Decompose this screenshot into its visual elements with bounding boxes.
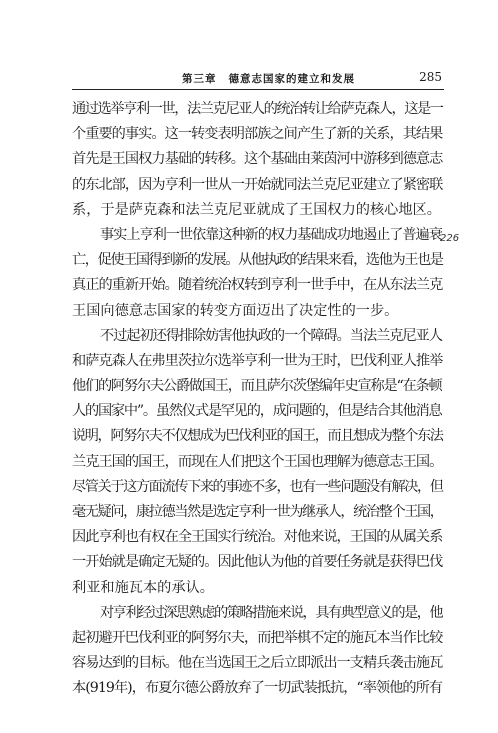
text-line: 兰克王国的国王，而现在人们把这个王国也理解为德意志王国。 [72, 453, 443, 470]
chapter-title: 德意志国家的建立和发展 [228, 73, 355, 85]
text-line: 容易达到的目标。他在当选国王之后立即派出一支精兵袭击施瓦 [72, 655, 443, 672]
text-line: 对亨利经过深思熟虑的策略措施来说，具有典型意义的是，他 [100, 604, 443, 621]
paragraph-4 [72, 601, 442, 702]
text-line: 因此亨利也有权在全王国实行统治。对他来说，王国的从属关系 [72, 529, 443, 546]
text-line: 个重要的事实。这一转变表明部族之间产生了新的关系，其结果 [72, 126, 443, 143]
running-header [72, 70, 442, 88]
text-line: 起初避开巴伐利亚的阿努尔夫，而把举棋不定的施瓦本当作比较 [72, 629, 443, 646]
text-line: 的东北部，因为亨利一世从一开始就同法兰克尼亚建立了紧密联 [72, 176, 443, 193]
text-line: 首先是王国权力基础的转移。这个基础由莱茵河中游移到德意志 [72, 151, 443, 168]
text-line: 王国向德意志国家的转变方面迈出了决定性的一步。 [72, 302, 399, 319]
text-line: 说明，阿努尔夫不仅想成为巴伐利亚的国王，而且想成为整个东法 [72, 428, 443, 445]
paragraph-3 [72, 324, 442, 601]
text-line: 亡，促使王国得到新的发展。从他执政的结果来看，选他为王也是 [72, 252, 443, 269]
chapter-heading [182, 71, 355, 86]
chapter-label: 第三章 [182, 73, 217, 85]
text-line: 人的国家中”。虽然仪式是罕见的，成问题的，但是结合其他消息 [72, 403, 442, 420]
text-line: 系，于是萨克森和法兰克尼亚就成了王国权力的核心地区。 [72, 201, 441, 218]
header-rule [72, 89, 444, 90]
body-text [72, 97, 442, 702]
margin-page-reference: 226 [440, 233, 460, 244]
text-line: 真正的重新开始。随着统治权转到亨利一世手中，在从东法兰克 [72, 277, 443, 294]
page-number: 285 [419, 70, 442, 84]
text-line: 尽管关于这方面流传下来的事迹不多，也有一些问题没有解决，但 [72, 478, 443, 495]
text-line: 事实上亨利一世依靠这种新的权力基础成功地遏止了普遍衰 [100, 226, 442, 243]
paragraph-1 [72, 97, 442, 223]
text-line: 和萨克森人在弗里茨拉尔选举亨利一世为王时，巴伐利亚人推举 [72, 352, 443, 369]
text-line: 通过选举亨利一世，法兰克尼亚人的统治转让给萨克森人，这是一 [72, 101, 443, 117]
text-line: 他们的阿努尔夫公爵做国王，而且萨尔茨堡编年史宣称是“在条顿 [72, 378, 442, 395]
text-line: 本(919年)，布夏尔德公爵放弃了一切武装抵抗，“率领他的所有 [72, 680, 443, 697]
text-line: 不过起初还得排除妨害他执政的一个障碍。当法兰克尼亚人 [100, 327, 442, 344]
text-line: 利亚和施瓦本的承认。 [72, 579, 214, 596]
paragraph-2 [72, 223, 442, 324]
text-line: 毫无疑问，康拉德当然是选定亨利一世为继承人，统治整个王国， [72, 504, 443, 520]
text-line: 一开始就是确定无疑的。因此他认为他的首要任务就是获得巴伐 [72, 554, 443, 571]
